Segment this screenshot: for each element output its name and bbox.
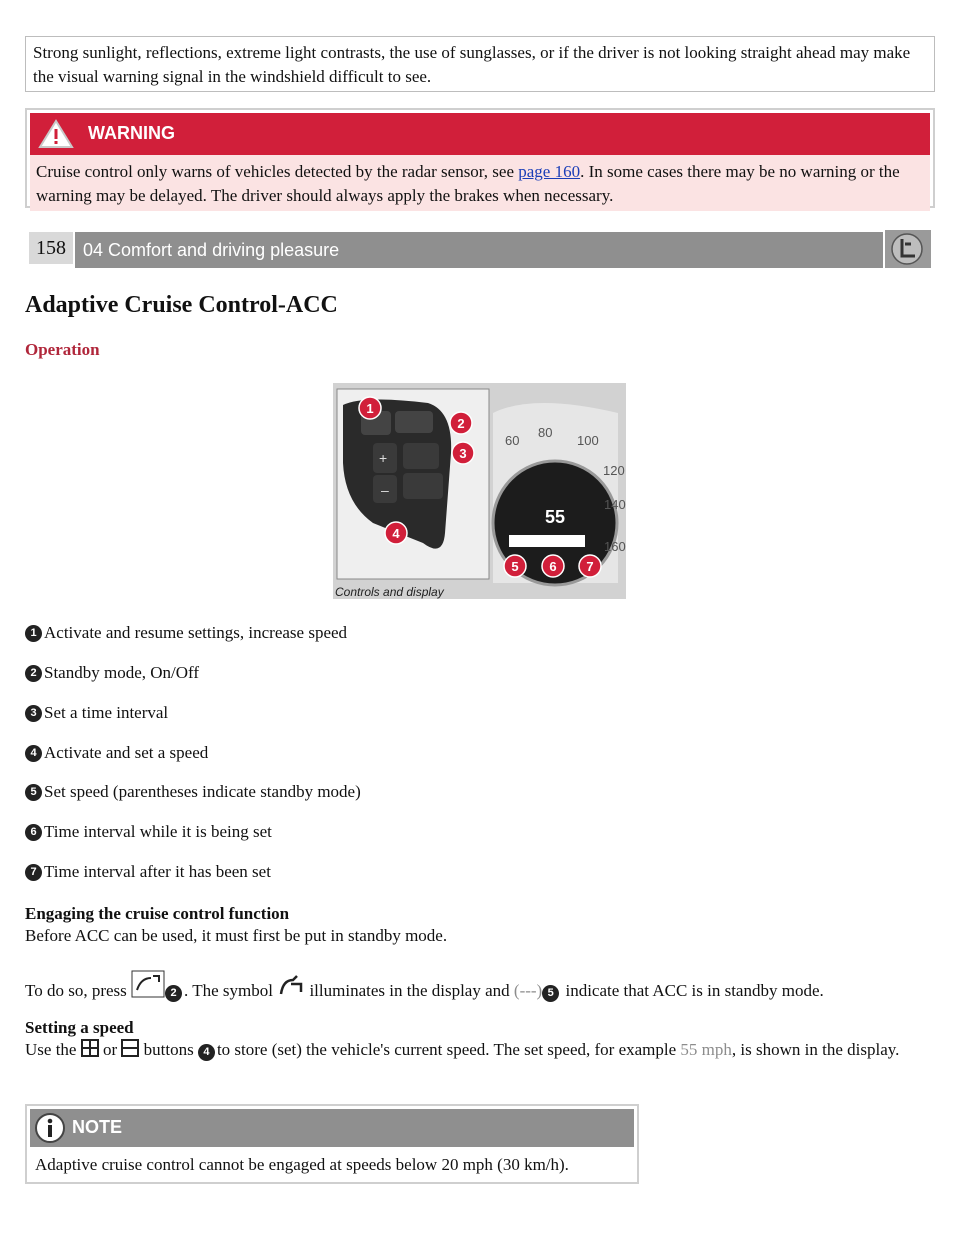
- setting-text: or: [98, 1040, 122, 1059]
- number-badge: 5: [542, 985, 559, 1002]
- number-badge: 7: [25, 864, 42, 881]
- list-item-text: Standby mode, On/Off: [44, 663, 200, 682]
- display-speed: 55: [545, 507, 566, 527]
- speed-mark-160: 160: [604, 539, 626, 554]
- page-160-link[interactable]: page 160: [518, 162, 581, 181]
- example-speed: 55 mph: [680, 1040, 732, 1059]
- list-item-text: Activate and resume settings, increase speed: [44, 623, 348, 642]
- chapter-icon: [885, 230, 931, 268]
- speed-mark-100: 100: [577, 433, 599, 448]
- list-item: [25, 663, 199, 683]
- controls-display-illustration: [333, 383, 626, 599]
- note-title: NOTE: [72, 1117, 123, 1137]
- page-number: 158: [29, 232, 73, 264]
- callout-6: 6: [549, 559, 557, 574]
- callout-3: 3: [459, 446, 467, 461]
- number-badge: 3: [25, 705, 42, 722]
- callout-5: 5: [511, 559, 519, 574]
- standby-indicator: (---): [513, 981, 543, 1000]
- warning-text-start: Cruise control only warns of vehicles detected by the radar sensor, see: [36, 162, 519, 181]
- figure-caption: Controls and display: [335, 585, 444, 599]
- instruction-text: . The symbol: [184, 981, 278, 1000]
- number-badge: 4: [25, 745, 42, 762]
- list-item-text: Set speed (parentheses indicate standby mode): [44, 782, 361, 801]
- callout-7: 7: [586, 559, 594, 574]
- plus-label: +: [379, 450, 388, 466]
- setting-text: to store (set) the vehicle's current speed. The set speed, for example: [216, 1040, 681, 1059]
- list-item-text: Time interval after it has been set: [44, 862, 271, 881]
- note-box: [25, 1104, 639, 1184]
- instruction-text: illuminates in the display and: [305, 981, 514, 1000]
- engaging-instruction: [25, 970, 824, 1002]
- number-badge: 1: [25, 625, 42, 642]
- list-item: [25, 703, 168, 723]
- speed-mark-140: 140: [604, 497, 626, 512]
- number-badge: 5: [25, 784, 42, 801]
- warning-triangle-icon: [38, 119, 74, 149]
- setting-text: , is shown in the display.: [731, 1040, 900, 1059]
- list-item: [25, 862, 271, 882]
- note-header: [30, 1109, 634, 1147]
- list-item: [25, 822, 272, 842]
- minus-button-icon: [121, 1039, 139, 1057]
- top-note-text: Strong sunlight, reflections, extreme light contrasts, the use of sunglasses, or if the driver is not looking straight ahead may make the visual warning signal in the windshield difficult to see.: [33, 43, 911, 86]
- callout-1: 1: [366, 401, 374, 416]
- speed-mark-60: 60: [505, 433, 520, 448]
- list-item-text: Time interval while it is being set: [44, 822, 272, 841]
- warning-text-end: . In some cases there may be no warning or the warning may be delayed. The driver should always apply the brakes when necessary.: [36, 162, 900, 205]
- note-body: Adaptive cruise control cannot be engaged at speeds below 20 mph (30 km/h).: [35, 1155, 569, 1174]
- list-item-text: Activate and set a speed: [44, 743, 209, 762]
- top-note: [25, 36, 935, 92]
- callout-2: 2: [457, 416, 465, 431]
- callout-4: 4: [392, 526, 400, 541]
- instruction-text: indicate that ACC is in standby mode.: [561, 981, 824, 1000]
- page-heading: Adaptive Cruise Control-ACC: [25, 292, 338, 318]
- number-badge: 6: [25, 824, 42, 841]
- section-subheading: Operation: [25, 340, 100, 359]
- engaging-section: [25, 903, 447, 947]
- number-badge: 2: [165, 985, 182, 1002]
- speed-mark-80: 80: [538, 425, 553, 440]
- seat-icon: [885, 230, 931, 268]
- plus-button-icon: [81, 1039, 99, 1057]
- chapter-title-bar: [75, 232, 883, 268]
- setting-text: buttons: [139, 1040, 198, 1059]
- acc-symbol-icon: [277, 974, 305, 998]
- acc-button-icon: [131, 970, 165, 998]
- setting-section: [25, 1017, 925, 1061]
- number-badge: 2: [25, 665, 42, 682]
- instruction-text: To do so, press: [25, 981, 132, 1000]
- info-icon: [34, 1112, 66, 1144]
- chapter-bar: [25, 228, 933, 268]
- chapter-title: 04 Comfort and driving pleasure: [83, 240, 340, 260]
- engaging-title: Engaging the cruise control function: [25, 904, 290, 923]
- controls-figure: [333, 383, 626, 599]
- list-item: [25, 743, 208, 763]
- list-item: [25, 782, 361, 802]
- setting-title: Setting a speed: [25, 1018, 134, 1037]
- setting-text: Use the: [25, 1040, 81, 1059]
- list-item: [25, 623, 347, 643]
- list-item-text: Set a time interval: [44, 703, 169, 722]
- warning-body: [30, 155, 930, 211]
- warning-box: [25, 108, 935, 208]
- engaging-line1: Before ACC can be used, it must first be put in standby mode.: [25, 926, 448, 945]
- warning-header: [30, 113, 930, 155]
- speed-mark-120: 120: [603, 463, 625, 478]
- number-badge: 4: [198, 1044, 215, 1061]
- minus-label: –: [381, 482, 389, 498]
- warning-title: WARNING: [88, 123, 175, 143]
